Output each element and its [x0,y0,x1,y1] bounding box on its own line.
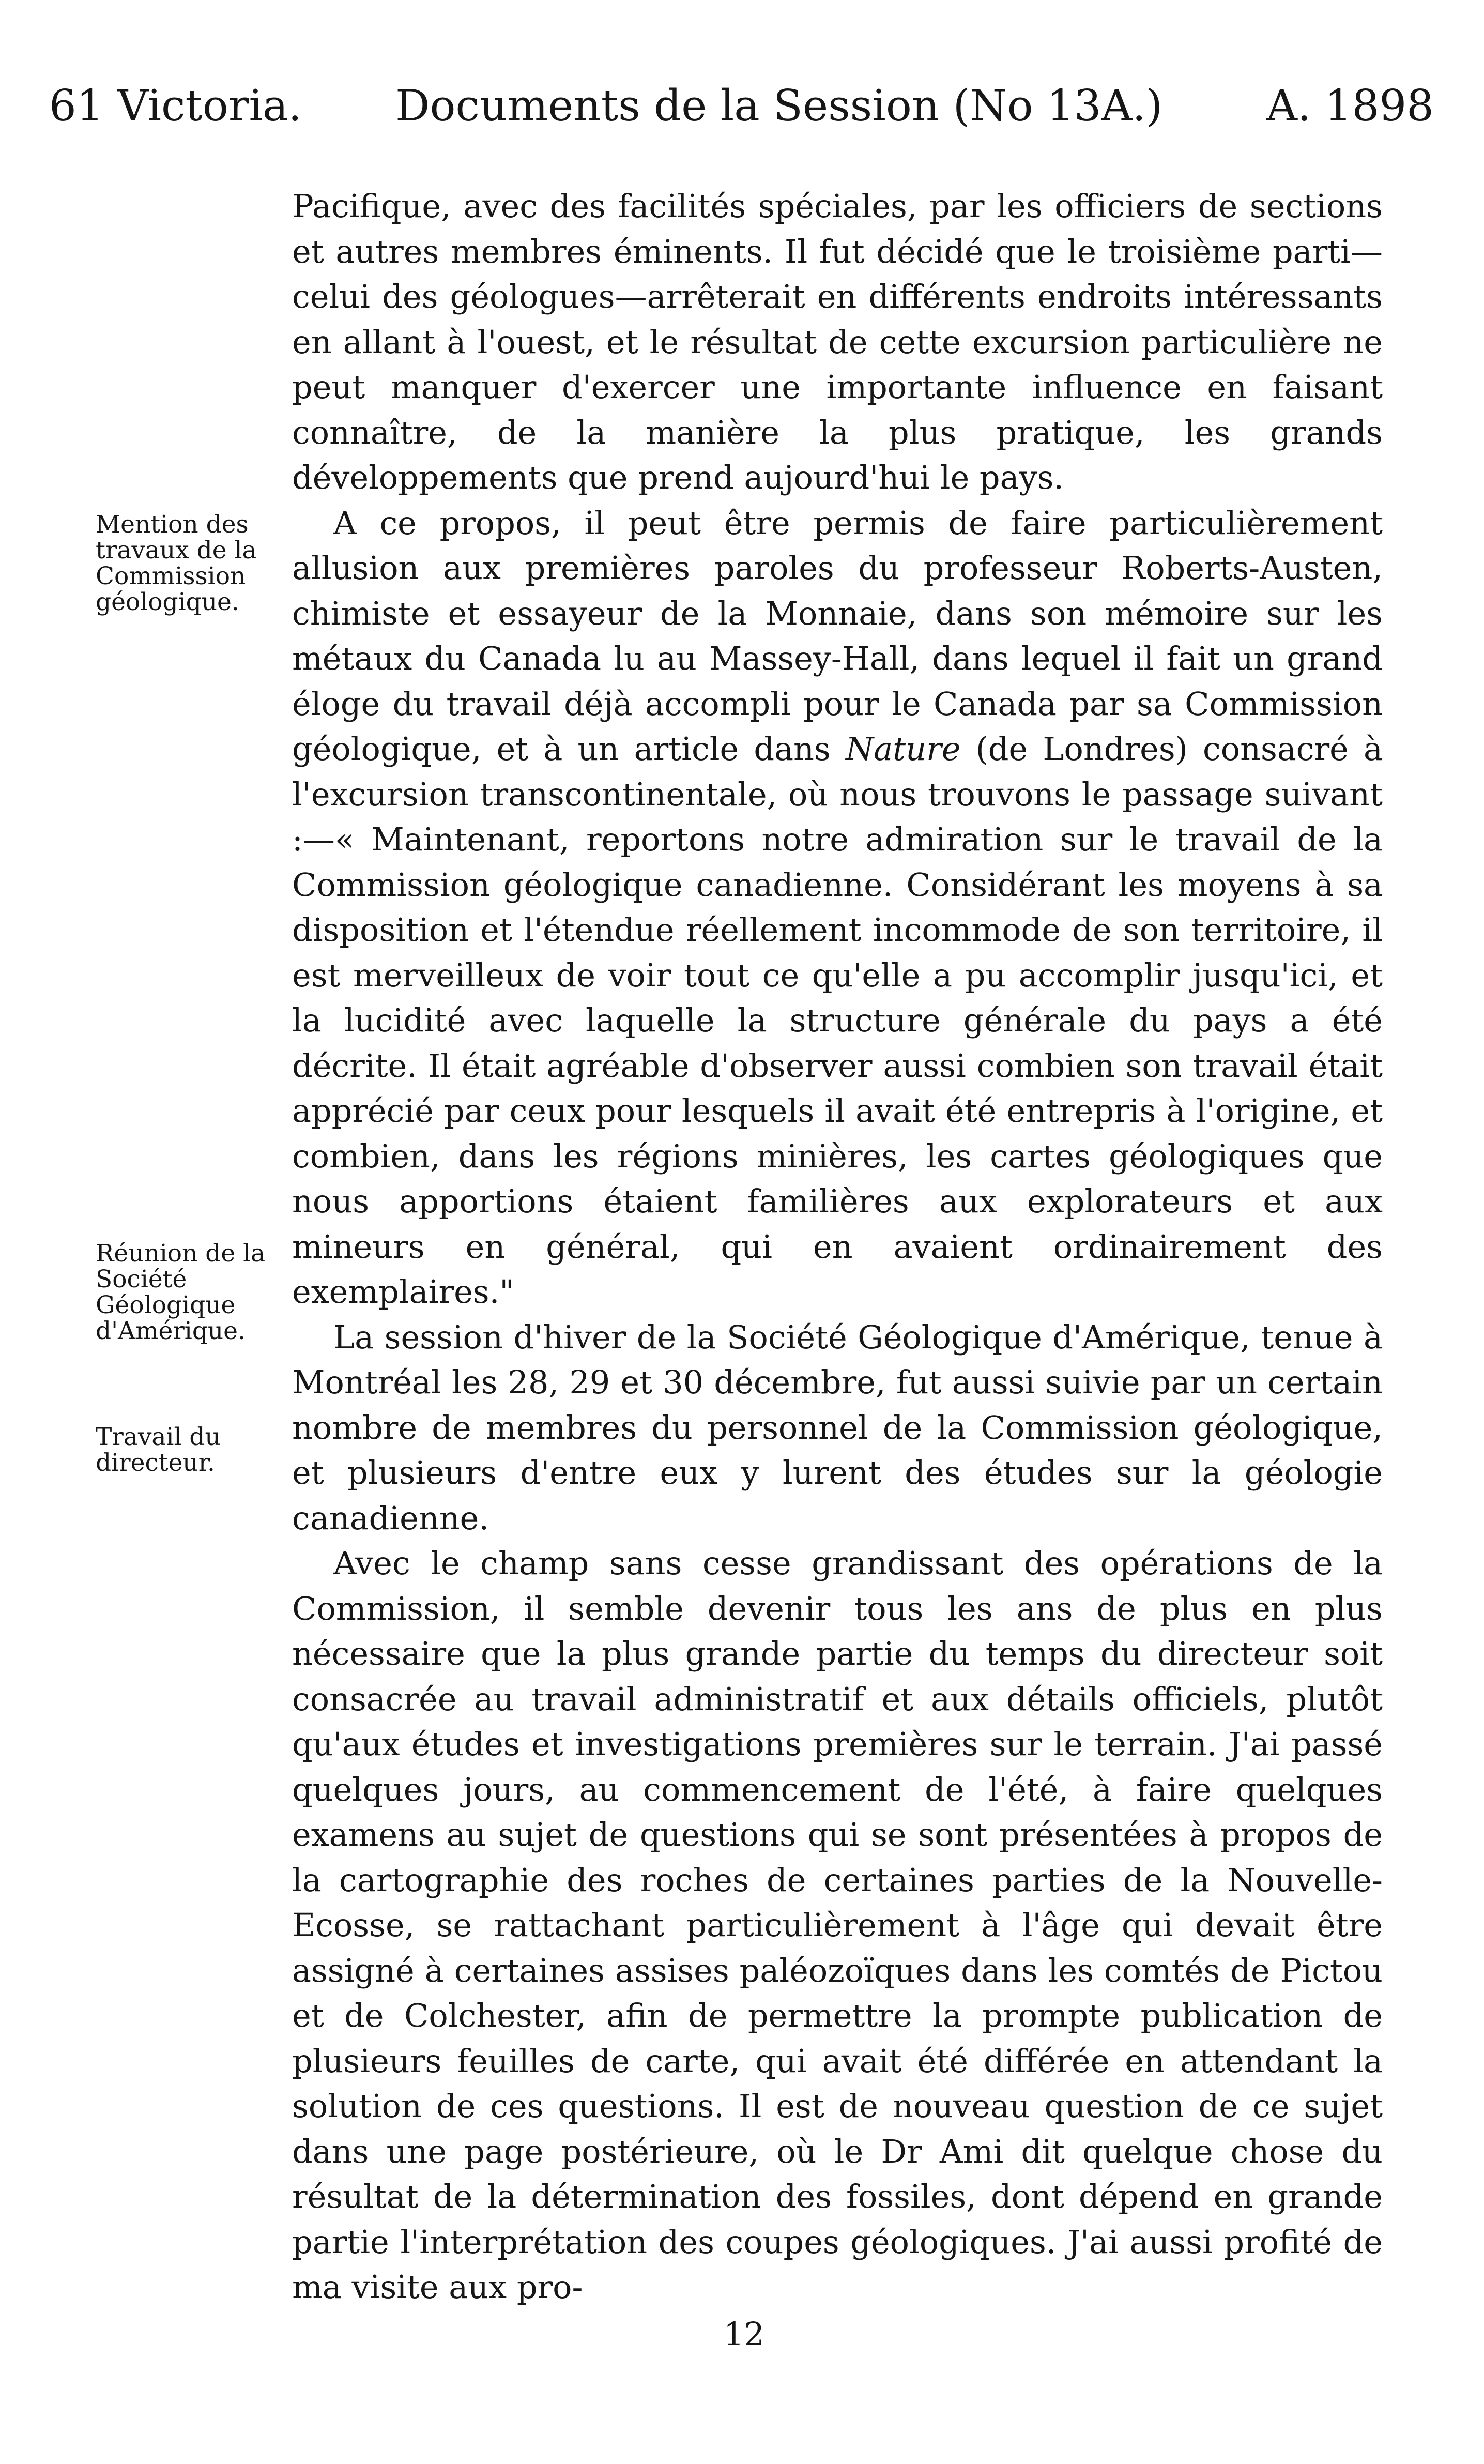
paragraph-director-work: Avec le champ sans cesse grandissant des opérations de la Commission, il semble devenir tous les ans de plus en plus nécessaire que la plus grande partie du temps du directeur soit consacrée au travail administratif et aux détails officiels, plutôt qu'aux études et investigations premières sur le terrain. J'ai passé quelques jours, au commencement de l'été, à faire quelques examens au sujet de questions qui se sont présentées à propos de la cartographie des roches de certaines parties de la Nouvelle-Ecosse, se rattachant particulièrement à l'âge qui devait être assigné à certaines assises paléozoïques dans les comtés de Pictou et de Colchester, afin de permettre la prompte publication de plusieurs feuilles de carte, qui avait été différée en attendant la solution de ces questions. Il est de nouveau question de ce sujet dans une page postérieure, où le Dr Ami dit quelque chose du résultat de la détermination des fossiles, dont dépend en grande partie l'interprétation des coupes géologiques. J'ai aussi profité de ma visite aux pro- [292,1544,1383,2306]
paragraph-roberts-austen-part2: (de Londres) consacré à l'excursion transcontinentale, où nous trouvons le passage suivant :—« Maintenant, reportons notre admiration sur le travail de la Commission géologique canadienne. Considérant les moyens à sa disposition et l'étendue réellement incommode de son territoire, il est merveilleux de voir tout ce qu'elle a pu accomplir jusqu'ici, et la lucidité avec laquelle la structure générale du pays a été décrite. Il était agréable d'observer aussi combien son travail était apprécié par ceux pour lesquels il avait été entrepris à l'origine, et combien, dans les régions minières, les cartes géologiques que nous apportions étaient familières aux explorateurs et aux mineurs en général, qui en avaient ordinairement des exemplaires." [292,730,1383,1311]
body-text [292,184,1383,2310]
header-document-title: Documents de la Session (No 13A.) [395,81,1163,131]
margin-note-commission-work: Mention des travaux de la Commission géologique. [96,510,257,616]
journal-title-nature: Nature [846,730,961,768]
paragraph-roberts-austen-part1: A ce propos, il peut être permis de faire particulièrement allusion aux premières paroles du professeur Roberts-Austen, chimiste et essayeur de la Monnaie, dans son mémoire sur les métaux du Canada lu au Massey-Hall, dans lequel il fait un grand éloge du travail déjà accompli pour le Canada par sa Commission géologique, et à un article dans [292,504,1383,768]
margin-note-geological-society-meeting: Réunion de la Société Géologique d'Amérique. [96,1239,266,1345]
paragraph-roberts-austen [292,500,1383,1315]
page-number: 12 [724,2315,764,2353]
paragraph-winter-session: La session d'hiver de la Société Géologique d'Amérique, tenue à Montréal les 28, 29 et 30 décembre, fut aussi suivie par un certain nombre de membres du personnel de la Commission géologique, et plusieurs d'entre eux y lurent des études sur la géologie canadienne. [292,1318,1383,1537]
running-header [0,78,1484,134]
paragraph-continuation: Pacifique, avec des facilités spéciales, par les officiers de sections et autres membres éminents. Il fut décidé que le troisième parti—celui des géologues—arrêterait en différents endroits intéressants en allant à l'ouest, et le résultat de cette excursion particulière ne peut manquer d'exercer une importante influence en faisant connaître, de la manière la plus pratique, les grands développements que prend aujourd'hui le pays. [292,187,1383,496]
margin-note-director-work: Travail du directeur. [96,1423,221,1477]
header-regnal-year: 61 Victoria. [49,81,302,131]
header-year: A. 1898 [1266,81,1434,131]
